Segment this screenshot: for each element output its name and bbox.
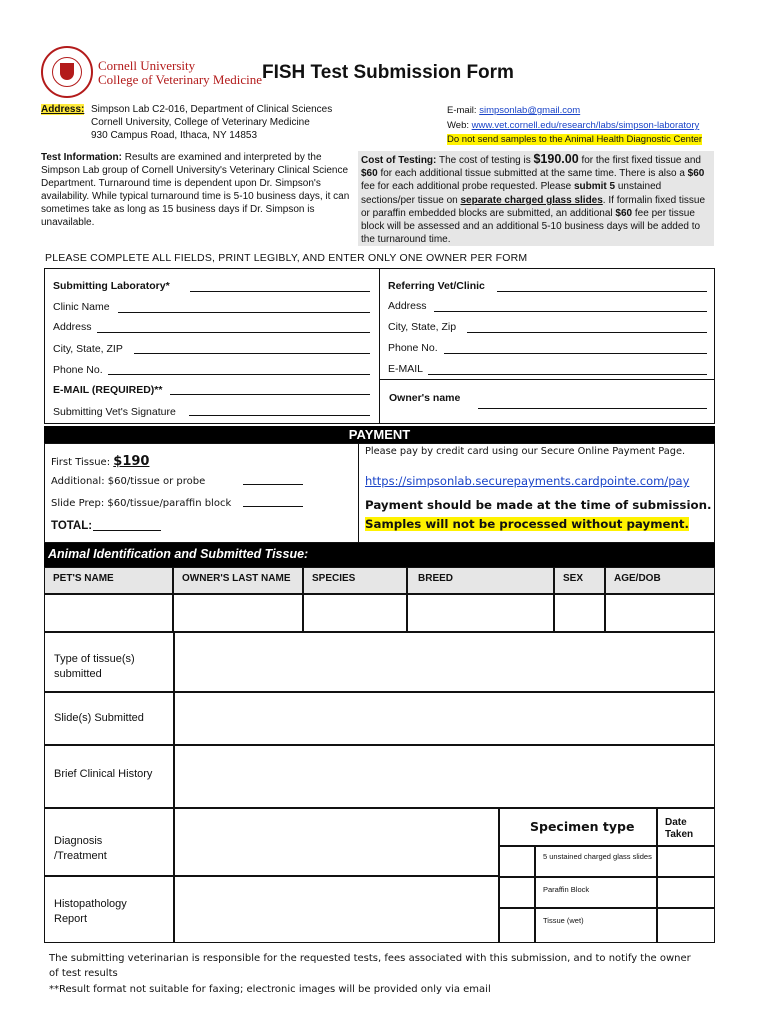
specimen-block-date[interactable]: [657, 877, 715, 908]
ref-email-field[interactable]: [428, 374, 707, 375]
footer-responsibility-line1: The submitting veterinarian is responsible for the requested tests, fees associated with this submission, and to notify the owner: [49, 953, 691, 964]
ref-address-field[interactable]: [434, 311, 707, 312]
form-instructions: PLEASE COMPLETE ALL FIELDS, PRINT LEGIBLY, AND ENTER ONLY ONE OWNER PER FORM: [45, 252, 528, 264]
pets-name-input[interactable]: [44, 594, 173, 632]
species-input[interactable]: [303, 594, 407, 632]
clinic-name-label: Clinic Name: [53, 301, 110, 313]
animal-title: Animal Identification and Submitted Tissue:: [48, 547, 309, 561]
sex-input[interactable]: [554, 594, 605, 632]
referring-field[interactable]: [497, 291, 707, 292]
submit-phone-label: Phone No.: [53, 364, 103, 376]
ref-phone-label: Phone No.: [388, 342, 438, 354]
age-dob-input[interactable]: [605, 594, 715, 632]
cost-of-testing: Cost of Testing: The cost of testing is $190.00 for the first fixed tissue and $60 for each additional tissue submitted at the same time. There is also a $60 fee for each additional probe requested. Please submit 5 unstained sections/per tissue on separate charged glass slides. If formalin fixed tissue or paraffin embedded blocks are submitted, an additional $60 fee per tissue block will be assessed and an additional 5-10 business days will be added to the turnaround time.: [361, 152, 706, 246]
submit-email-label: E-MAIL (REQUIRED)**: [53, 384, 163, 396]
form-title: FISH Test Submission Form: [262, 62, 514, 83]
slides-input[interactable]: [174, 692, 715, 745]
col-age-dob: AGE/DOB: [605, 567, 715, 594]
cornell-seal-logo: [41, 46, 93, 98]
tissue-type-label-cell: Type of tissue(s) submitted: [44, 632, 174, 692]
slides-label-cell: Slide(s) Submitted: [44, 692, 174, 745]
university-name: Cornell University: [98, 58, 196, 73]
specimen-wet-checkbox[interactable]: [499, 908, 535, 943]
ahdc-notice: Do not send samples to the Animal Health Diagnostic Center: [447, 134, 703, 145]
web-link[interactable]: www.vet.cornell.edu/research/labs/simpson-laboratory: [471, 120, 700, 131]
submit-city-field[interactable]: [134, 353, 370, 354]
payment-divider: [358, 443, 359, 543]
specimen-wet-label-cell: Tissue (wet): [535, 908, 657, 943]
specimen-slides-label-cell: 5 unstained charged glass slides: [535, 846, 657, 877]
address-label: Address:: [41, 104, 85, 115]
history-label-cell: Brief Clinical History: [44, 745, 174, 808]
submitting-lab-field[interactable]: [190, 291, 370, 292]
payment-header: [44, 426, 715, 443]
payment-url[interactable]: https://simpsonlab.securepayments.cardpointe.com/pay: [365, 474, 690, 488]
animal-header: [44, 543, 715, 567]
total-field[interactable]: [93, 530, 161, 531]
ref-address-label: Address: [388, 300, 427, 312]
col-sex: SEX: [554, 567, 605, 594]
ref-city-field[interactable]: [467, 332, 707, 333]
address-line-2: Cornell University, College of Veterinary Medicine: [91, 117, 310, 128]
owner-name-field[interactable]: [478, 408, 707, 409]
submit-address-field[interactable]: [97, 332, 370, 333]
specimen-block-checkbox[interactable]: [499, 877, 535, 908]
specimen-slides-checkbox[interactable]: [499, 846, 535, 877]
submitting-lab-label: Submitting Laboratory*: [53, 280, 170, 292]
processing-warning: Samples will not be processed without payment.: [365, 517, 690, 531]
owner-last-name-input[interactable]: [173, 594, 303, 632]
slide-prep-fee: Slide Prep: $60/tissue/paraffin block: [51, 498, 232, 509]
signature-field[interactable]: [189, 415, 370, 416]
owner-divider: [379, 379, 715, 380]
col-species: SPECIES: [303, 567, 407, 594]
history-input[interactable]: [174, 745, 715, 808]
college-name: College of Veterinary Medicine: [98, 72, 263, 87]
address-line-1: Simpson Lab C2-016, Department of Clinical Sciences: [91, 104, 333, 115]
footer-result-format: **Result format not suitable for faxing; electronic images will be provided only via email: [49, 984, 491, 995]
first-tissue: First Tissue: $190: [51, 454, 150, 469]
owner-divider-v: [379, 379, 380, 424]
ref-email-label: E-MAIL: [388, 363, 424, 375]
web-contact: Web: www.vet.cornell.edu/research/labs/simpson-laboratory: [447, 120, 700, 131]
signature-label: Submitting Vet's Signature: [53, 406, 176, 418]
additional-fee-field[interactable]: [243, 484, 303, 485]
submit-email-field[interactable]: [170, 394, 370, 395]
date-taken-header: Date Taken: [657, 808, 715, 846]
diagnosis-input[interactable]: [174, 808, 499, 876]
specimen-slides-date[interactable]: [657, 846, 715, 877]
ref-city-label: City, State, Zip: [388, 321, 457, 333]
slide-prep-field[interactable]: [243, 506, 303, 507]
address-line-3: 930 Campus Road, Ithaca, NY 14853: [91, 130, 258, 141]
email-contact: E-mail: simpsonlab@gmail.com: [447, 105, 581, 116]
histo-label-cell: Histopathology Report: [44, 876, 174, 943]
clinic-name-field[interactable]: [118, 312, 370, 313]
submit-city-label: City, State, ZIP: [53, 343, 123, 355]
col-owner-last-name: OWNER'S LAST NAME: [173, 567, 303, 594]
submit-phone-field[interactable]: [108, 374, 370, 375]
contact-divider: [379, 268, 380, 379]
submit-address-label: Address: [53, 321, 92, 333]
total-label: TOTAL:: [51, 520, 93, 532]
referring-label: Referring Vet/Clinic: [388, 280, 485, 292]
diagnosis-label-cell: Diagnosis /Treatment: [44, 808, 174, 876]
specimen-wet-date[interactable]: [657, 908, 715, 943]
specimen-type-header: Specimen type: [499, 808, 657, 846]
additional-fee: Additional: $60/tissue or probe: [51, 476, 206, 487]
breed-input[interactable]: [407, 594, 554, 632]
ref-phone-field[interactable]: [444, 353, 707, 354]
owner-name-label: Owner's name: [389, 392, 461, 404]
payment-title: PAYMENT: [348, 427, 411, 442]
histo-input[interactable]: [174, 876, 499, 943]
specimen-block-label-cell: Paraffin Block: [535, 877, 657, 908]
col-breed: BREED: [407, 567, 554, 594]
payment-warning: Payment should be made at the time of submission.: [365, 498, 712, 512]
tissue-type-input[interactable]: [174, 632, 715, 692]
payment-note: Please pay by credit card using our Secure Online Payment Page.: [365, 446, 686, 457]
test-information: Test Information: Results are examined and interpreted by the Simpson Lab group of Cornell University's Veterinary Clinical Science Department. Turnaround time is dependent upon Dr. Simpson's availability. While typical turnaround time is 5-10 business days, it can sometimes take as long as 15 business days if Dr. Simpson is unavailable.: [41, 152, 350, 228]
col-pets-name: PET'S NAME: [44, 567, 173, 594]
footer-responsibility-line2: of test results: [49, 968, 118, 979]
email-link[interactable]: simpsonlab@gmail.com: [479, 105, 581, 116]
